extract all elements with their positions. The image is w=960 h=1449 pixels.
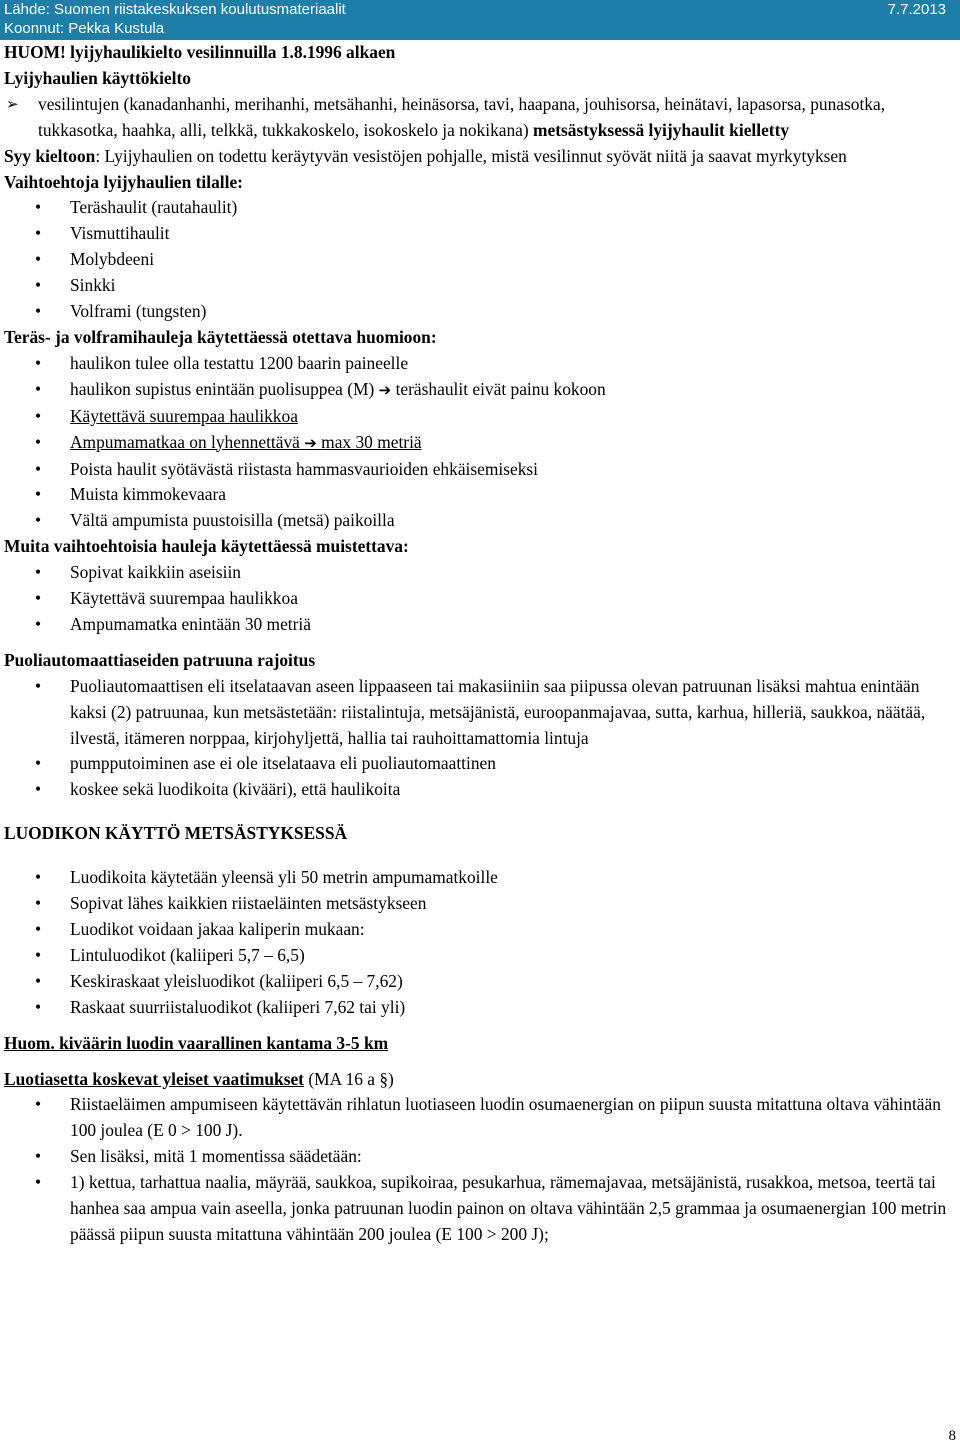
list-item [4, 430, 956, 457]
list-item: • Luodikot voidaan jakaa kaliperin mukaan: [4, 917, 956, 943]
spacer [4, 803, 956, 821]
list-item: • Sinkki [4, 273, 956, 299]
waterfowl-list-text: vesilintujen (kanadanhanhi, merihanhi, metsähanhi, heinäsorsa, tavi, haapana, jouhisorsa, heinätavi, lapasorsa, punasotka, tukkasotka, haahka, alli, telkkä, tukkakoskelo, isokoskelo ja nokikana) [38, 93, 886, 140]
document-body [4, 40, 956, 1248]
list-item: • 1) kettua, tarhattua naalia, mäyrää, saukkoa, supikoiraa, pesukarhua, rämemajavaa, metsäjänistä, rusakkoa, metsoa, teertä tai hanhea saa ampua vain aseella, jonka patruunan luodin painon on oltava vähintään 2,5 grammaa ja osumaenergian 100 metrin päässä piipun suusta mitattuna vähintään 200 joulea (E 100 > 200 J); [4, 1170, 956, 1248]
other-shot-heading: Muita vaihtoehtoisia hauleja käytettäessä muistettava: [4, 536, 409, 557]
list-item [4, 404, 956, 430]
list-item: • Teräshaulit (rautahaulit) [4, 195, 956, 221]
list-item: • haulikon tulee olla testattu 1200 baarin paineelle [4, 351, 956, 377]
larger-gun-text: Käytettävä suurempaa haulikkoa [70, 405, 298, 426]
spacer [4, 1021, 956, 1031]
header-date: 7.7.2013 [887, 1, 946, 18]
choke-text: haulikon supistus enintään puolisuppea (M) [70, 378, 375, 399]
list-item: • Volframi (tungsten) [4, 299, 956, 325]
spacer [4, 638, 956, 648]
list-item: • Vältä ampumista puustoisilla (metsä) paikoilla [4, 508, 956, 534]
waterfowl-arrow-item [4, 92, 956, 144]
header-source: Lähde: Suomen riistakeskuksen koulutusmateriaalit [4, 1, 346, 18]
list-item: • Sen lisäksi, mitä 1 momentissa säädetään: [4, 1144, 956, 1170]
range-text: Ampumamatkaa on lyhennettävä [70, 431, 300, 452]
lead-ban-heading: HUOM! lyijyhaulikielto vesilinnuilla 1.8.1996 alkaen [4, 42, 396, 62]
bullet-requirements-heading [4, 1067, 956, 1093]
right-arrow-icon: ➔ [304, 433, 317, 452]
ban-reason-label: Syy kieltoon [4, 145, 96, 166]
range-max-text: max 30 metriä [321, 431, 422, 452]
list-item: • Raskaat suurriistaluodikot (kaliiperi 7,62 tai yli) [4, 995, 956, 1021]
list-item: • Poista haulit syötävästä riistasta hammasvaurioiden ehkäisemiseksi [4, 457, 956, 483]
list-item: • pumpputoiminen ase ei ole itselataava eli puoliautomaattinen [4, 751, 956, 777]
steel-note-text: teräshaulit eivät painu kokoon [395, 378, 606, 399]
ban-reason-text: : Lyijyhaulien on todettu keräytyvän vesistöjen pohjalle, mistä vesilinnut syövät niitä ja saavat myrkytyksen [95, 145, 847, 166]
steel-shot-heading: Teräs- ja volframihauleja käytettäessä otettava huomioon: [4, 326, 437, 347]
lead-ban-subheading: Lyijyhaulien käyttökielto [4, 67, 191, 88]
ban-reason [4, 144, 956, 170]
list-item: • koskee sekä luodikoita (kivääri), että haulikoita [4, 777, 956, 803]
list-item: • Luodikoita käytetään yleensä yli 50 metrin ampumamatkoille [4, 865, 956, 891]
right-arrow-icon: ➔ [378, 380, 392, 399]
list-item: • Sopivat kaikkiin aseisiin [4, 560, 956, 586]
spacer [4, 1057, 956, 1067]
waterfowl-ban-text: metsästyksessä lyijyhaulit kielletty [533, 119, 790, 140]
list-item: • Käytettävä suurempaa haulikkoa [4, 586, 956, 612]
list-item: • Lintuluodikot (kaliiperi 5,7 – 6,5) [4, 943, 956, 969]
list-item: • Molybdeeni [4, 247, 956, 273]
rifle-range-note: Huom. kiväärin luodin vaarallinen kantama 3-5 km [4, 1032, 389, 1053]
header-compiler: Koonnut: Pekka Kustula [4, 20, 165, 37]
list-item: • Puoliautomaattisen eli itselataavan aseen lippaaseen tai makasiiniin saa piipussa olevan patruunan lisäksi mahtua enintään kaksi (2) patruunaa, kun metsästetään: riistalintuja, metsäjänistä, euroopanmajavaa, sutta, karhua, hilleriä, saukkoa, näätää, ilvestä, itämeren norppaa, kirjohyljettä, hallia tai rauhoittamattomia lintuja [4, 674, 956, 752]
alternatives-heading: Vaihtoehtoja lyijyhaulien tilalle: [4, 171, 243, 192]
page-header [0, 0, 960, 40]
list-item: • Vismuttihaulit [4, 221, 956, 247]
range-note [70, 432, 422, 452]
legal-reference: (MA 16 a §) [303, 1068, 394, 1089]
page-number: 8 [948, 1428, 956, 1444]
spacer [4, 847, 956, 865]
list-item: • Keskiraskaat yleisluodikot (kaliiperi 6,5 – 7,62) [4, 969, 956, 995]
bullet-requirements-title: Luotiasetta koskevat yleiset vaatimukset [4, 1068, 304, 1089]
list-item: • Ampumamatka enintään 30 metriä [4, 612, 956, 638]
list-item: • Sopivat lähes kaikkien riistaeläinten metsästykseen [4, 891, 956, 917]
list-item: • Muista kimmokevaara [4, 482, 956, 508]
rifle-heading: LUODIKON KÄYTTÖ METSÄSTYKSESSÄ [4, 823, 348, 844]
list-item: • Riistaeläimen ampumiseen käytettävän rihlatun luotiaseen luodin osumaenergian on piipun suusta mitattuna oltava vähintään 100 joulea (E 0 > 100 J). [4, 1092, 956, 1144]
list-item [4, 377, 956, 404]
semi-auto-heading: Puoliautomaattiaseiden patruuna rajoitus [4, 649, 316, 670]
